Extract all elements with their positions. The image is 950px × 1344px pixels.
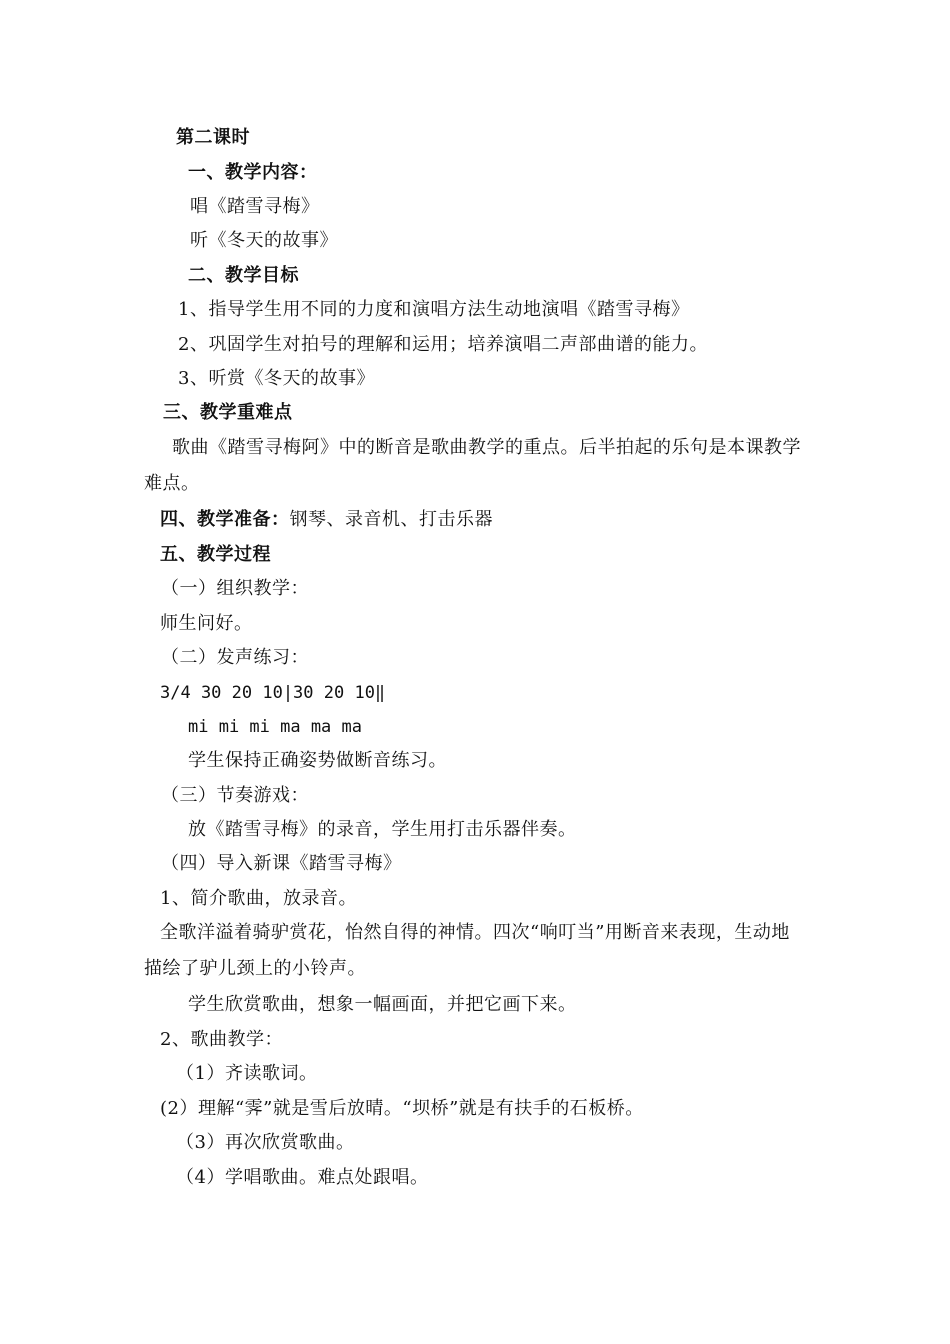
content-item: 听《冬天的故事》 bbox=[190, 230, 338, 251]
content-item: 唱《踏雪寻梅》 bbox=[190, 196, 320, 217]
song-teaching-step: (2）理解“霁”就是雪后放晴。“坝桥”就是有扶手的石板桥。 bbox=[160, 1098, 644, 1119]
section-heading-keypoints: 三、教学重难点 bbox=[163, 402, 293, 423]
section-heading-objectives: 二、教学目标 bbox=[188, 265, 299, 286]
substep-title: 1、简介歌曲，放录音。 bbox=[160, 888, 357, 909]
vocal-exercise-notation: 3/4 30 20 10|30 20 10‖ bbox=[160, 683, 386, 703]
section-heading-process: 五、教学过程 bbox=[160, 544, 271, 565]
step-text: 师生问好。 bbox=[160, 613, 253, 634]
step-title: （三）节奏游戏： bbox=[161, 785, 309, 806]
song-teaching-step: （3）再次欣赏歌曲。 bbox=[176, 1132, 355, 1153]
preparation-label: 四、教学准备： bbox=[160, 509, 290, 530]
step-title: （四）导入新课《踏雪寻梅》 bbox=[161, 853, 402, 874]
song-description-line: 描绘了驴儿颈上的小铃声。 bbox=[144, 958, 366, 979]
objective-item: 1、指导学生用不同的力度和演唱方法生动地演唱《踏雪寻梅》 bbox=[178, 299, 690, 320]
objective-item: 2、巩固学生对拍号的理解和运用；培养演唱二声部曲谱的能力。 bbox=[178, 334, 708, 355]
keypoints-paragraph-line: 歌曲《踏雪寻梅阿》中的断音是歌曲教学的重点。后半拍起的乐句是本课教学 bbox=[172, 437, 801, 458]
song-description-line: 全歌洋溢着骑驴赏花，怡然自得的神情。四次“响叮当”用断音来表现，生动地 bbox=[160, 922, 790, 943]
vocal-exercise-syllables: mi mi mi ma ma ma bbox=[188, 717, 362, 737]
step-title: （一）组织教学： bbox=[161, 578, 309, 599]
step-text: 学生欣赏歌曲，想象一幅画面，并把它画下来。 bbox=[188, 994, 577, 1015]
section-heading-preparation bbox=[160, 508, 493, 532]
preparation-content: 钢琴、录音机、打击乐器 bbox=[289, 509, 493, 530]
substep-title: 2、歌曲教学： bbox=[160, 1029, 283, 1050]
step-title: （二）发声练习： bbox=[161, 647, 309, 668]
step-text: 放《踏雪寻梅》的录音，学生用打击乐器伴奏。 bbox=[188, 819, 577, 840]
song-teaching-step: （4）学唱歌曲。难点处跟唱。 bbox=[176, 1167, 429, 1188]
keypoints-paragraph-line: 难点。 bbox=[144, 473, 200, 494]
section-heading-content: 一、教学内容： bbox=[188, 162, 318, 183]
lesson-title: 第二课时 bbox=[176, 127, 250, 148]
step-text: 学生保持正确姿势做断音练习。 bbox=[188, 750, 447, 771]
song-teaching-step: （1）齐读歌词。 bbox=[176, 1063, 318, 1084]
objective-item: 3、听赏《冬天的故事》 bbox=[178, 368, 375, 389]
